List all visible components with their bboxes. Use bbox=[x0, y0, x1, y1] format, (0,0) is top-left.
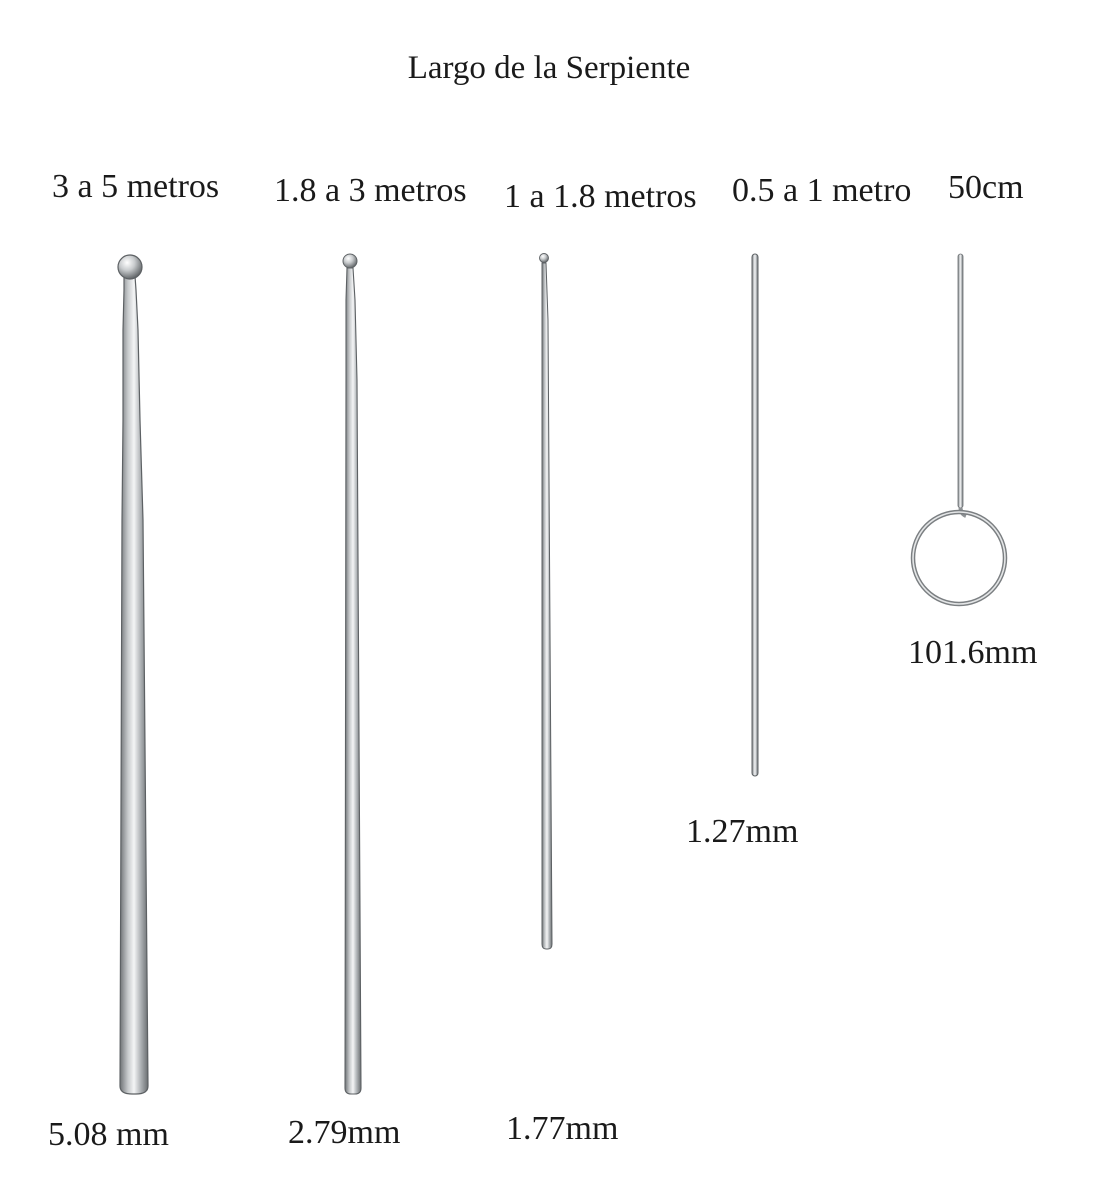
probe-4-rod bbox=[752, 254, 758, 776]
length-label-probe-4: 0.5 a 1 metro bbox=[732, 172, 912, 209]
page-title: Largo de la Serpiente bbox=[407, 50, 691, 86]
diameter-label-probe-3: 1.77mm bbox=[506, 1110, 619, 1147]
diameter-label-probe-5: 101.6mm bbox=[908, 634, 1038, 671]
diameter-label-probe-4: 1.27mm bbox=[686, 813, 799, 850]
length-label-probe-1: 3 a 5 metros bbox=[52, 168, 220, 205]
probe-2-rod bbox=[343, 254, 361, 1094]
length-label-probe-5: 50cm bbox=[948, 169, 1024, 206]
diameter-label-probe-1: 5.08 mm bbox=[48, 1116, 169, 1153]
probe-5-ring bbox=[913, 254, 1005, 604]
length-label-probe-3: 1 a 1.8 metros bbox=[504, 178, 697, 215]
diameter-label-probe-2: 2.79mm bbox=[288, 1114, 401, 1151]
probe-1-rod bbox=[118, 255, 148, 1094]
probe-3-rod bbox=[540, 254, 553, 950]
length-label-probe-2: 1.8 a 3 metros bbox=[274, 172, 467, 209]
